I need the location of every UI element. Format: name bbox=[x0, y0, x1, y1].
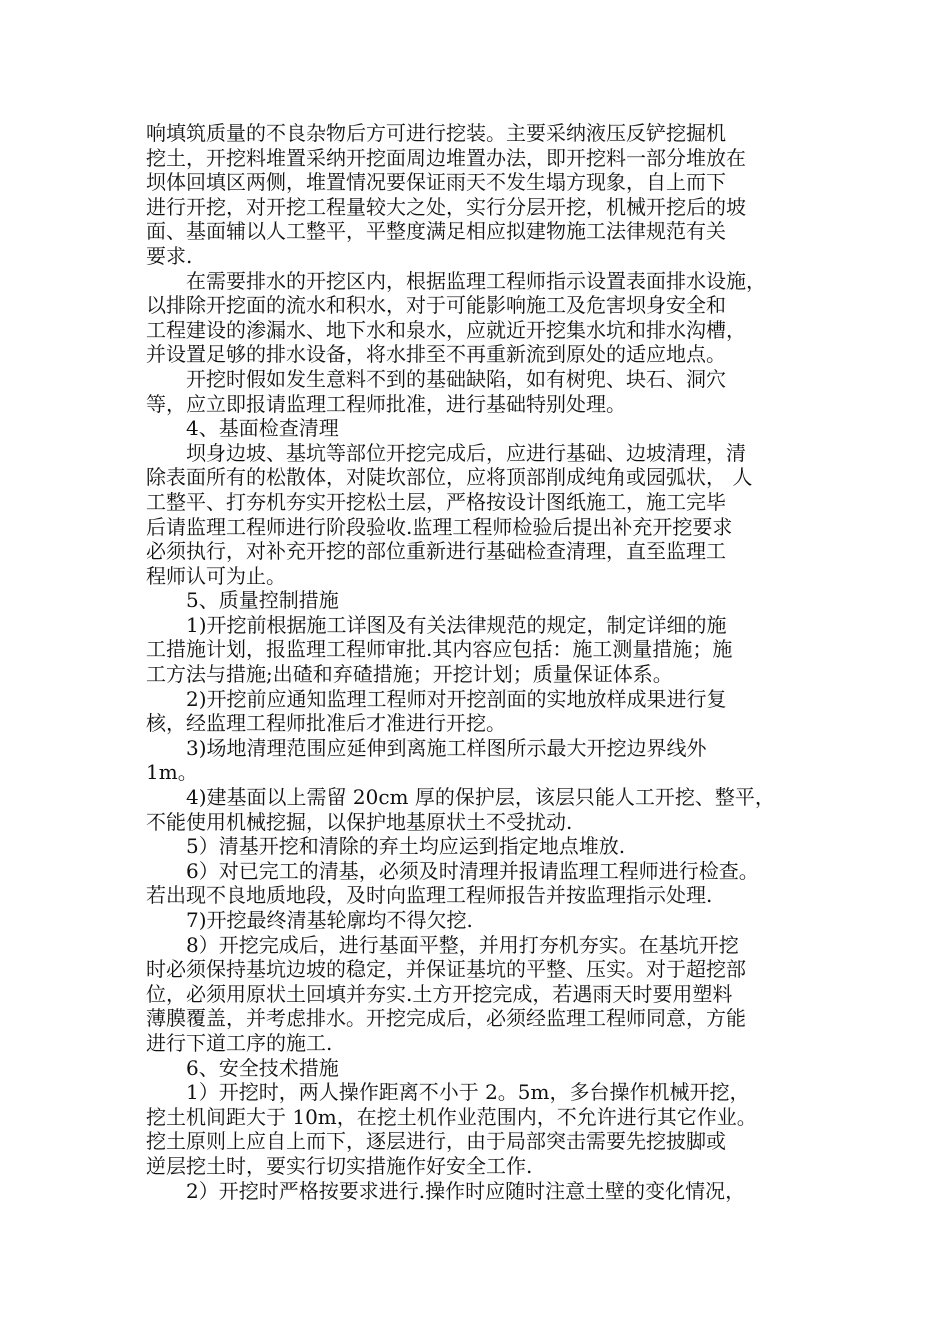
text-line: 8）开挖完成后，进行基面平整，并用打夯机夯实。在基坑开挖 bbox=[186, 932, 739, 957]
text-line: 2）开挖时严格按要求进行.操作时应随时注意土壁的变化情况， bbox=[186, 1178, 746, 1203]
text-line: 薄膜覆盖，并考虑排水。开挖完成后，必须经监理工程师同意，方能 bbox=[146, 1006, 746, 1031]
text-line: 4)建基面以上需留 20cm 厚的保护层，该层只能人工开挖、整平， bbox=[186, 785, 775, 810]
text-line: 核，经监理工程师批准后才准进行开挖。 bbox=[146, 711, 506, 736]
text-line: 3)场地清理范围应延伸到离施工样图所示最大开挖边界线外 bbox=[186, 735, 707, 760]
document-body bbox=[146, 121, 818, 1203]
text-line: 坝体回填区两侧，堆置情况要保证雨天不发生塌方现象，自上而下 bbox=[146, 170, 726, 195]
text-line: 响填筑质量的不良杂物后方可进行挖装。主要采纳液压反铲挖掘机 bbox=[146, 121, 726, 145]
text-line: 1m。 bbox=[146, 760, 198, 785]
text-line: 6、安全技术措施 bbox=[186, 1055, 339, 1080]
text-line: 4、基面检查清理 bbox=[186, 416, 339, 441]
text-line: 挖土机间距大于 10m，在挖土机作业范围内，不允许进行其它作业。 bbox=[146, 1104, 757, 1129]
text-line: 程师认可为止。 bbox=[146, 563, 286, 588]
text-line: 逆层挖土时，要实行切实措施作好安全工作. bbox=[146, 1153, 533, 1178]
text-line: 挖土，开挖料堆置采纳开挖面周边堆置办法，即开挖料一部分堆放在 bbox=[146, 145, 746, 170]
text-line: 5）清基开挖和清除的弃土均应运到指定地点堆放. bbox=[186, 834, 626, 859]
text-line: 除表面所有的松散体，对陡坎部位，应将顶部削成纯角或园弧状， 人 bbox=[146, 465, 753, 490]
text-line: 1)开挖前根据施工详图及有关法律规范的规定，制定详细的施 bbox=[186, 612, 727, 637]
text-line: 位，必须用原状土回填并夯实.土方开挖完成，若遇雨天时要用塑料 bbox=[146, 981, 733, 1006]
text-line: 进行开挖，对开挖工程量较大之处，实行分层开挖，机械开挖后的坡 bbox=[146, 194, 746, 219]
text-line: 必须执行，对补充开挖的部位重新进行基础检查清理，直至监理工 bbox=[146, 539, 726, 564]
text-line: 在需要排水的开挖区内，根据监理工程师指示设置表面排水设施， bbox=[186, 268, 766, 293]
text-line: 工整平、打夯机夯实开挖松土层，严格按设计图纸施工，施工完毕 bbox=[146, 489, 726, 514]
text-line: 时必须保持基坑边坡的稳定，并保证基坑的平整、压实。对于超挖部 bbox=[146, 957, 746, 982]
text-line: 工方法与措施;出碴和弃碴措施；开挖计划；质量保证体系。 bbox=[146, 662, 673, 687]
text-line: 坝身边坡、基坑等部位开挖完成后，应进行基础、边坡清理，清 bbox=[186, 440, 746, 465]
text-line: 工程建设的渗漏水、地下水和泉水，应就近开挖集水坑和排水沟槽， bbox=[146, 317, 746, 342]
text-line: 2)开挖前应通知监理工程师对开挖剖面的实地放样成果进行复 bbox=[186, 686, 727, 711]
text-line: 7)开挖最终清基轮廓均不得欠挖. bbox=[186, 908, 473, 932]
text-line: 挖土原则上应自上而下，逐层进行，由于局部突击需要先挖披脚或 bbox=[146, 1129, 726, 1154]
text-line: 进行下道工序的施工. bbox=[146, 1030, 333, 1055]
text-line: 以排除开挖面的流水和积水，对于可能影响施工及危害坝身安全和 bbox=[146, 293, 726, 318]
text-line: 1）开挖时，两人操作距离不小于 2。5m，多台操作机械开挖， bbox=[186, 1080, 750, 1105]
text-line: 若出现不良地质地段，及时向监理工程师报告并按监理指示处理. bbox=[146, 883, 713, 908]
text-line: 要求. bbox=[146, 243, 193, 268]
text-line: 开挖时假如发生意料不到的基础缺陷，如有树兜、块石、洞穴 bbox=[186, 366, 726, 391]
text-line: 不能使用机械挖掘，以保护地基原状土不受扰动. bbox=[146, 809, 573, 834]
text-line: 并设置足够的排水设备，将水排至不再重新流到原处的适应地点。 bbox=[146, 342, 726, 367]
text-line: 6）对已完工的清基，必须及时清理并报请监理工程师进行检查。 bbox=[186, 858, 759, 883]
text-line: 后请监理工程师进行阶段验收.监理工程师检验后提出补充开挖要求 bbox=[146, 514, 733, 539]
text-line: 5、质量控制措施 bbox=[186, 588, 339, 613]
text-line: 等，应立即报请监理工程师批准，进行基础特别处理。 bbox=[146, 391, 626, 416]
text-line: 工措施计划，报监理工程师审批.其内容应包括：施工测量措施；施 bbox=[146, 637, 733, 662]
text-line: 面、基面辅以人工整平，平整度满足相应拟建物施工法律规范有关 bbox=[146, 219, 726, 244]
